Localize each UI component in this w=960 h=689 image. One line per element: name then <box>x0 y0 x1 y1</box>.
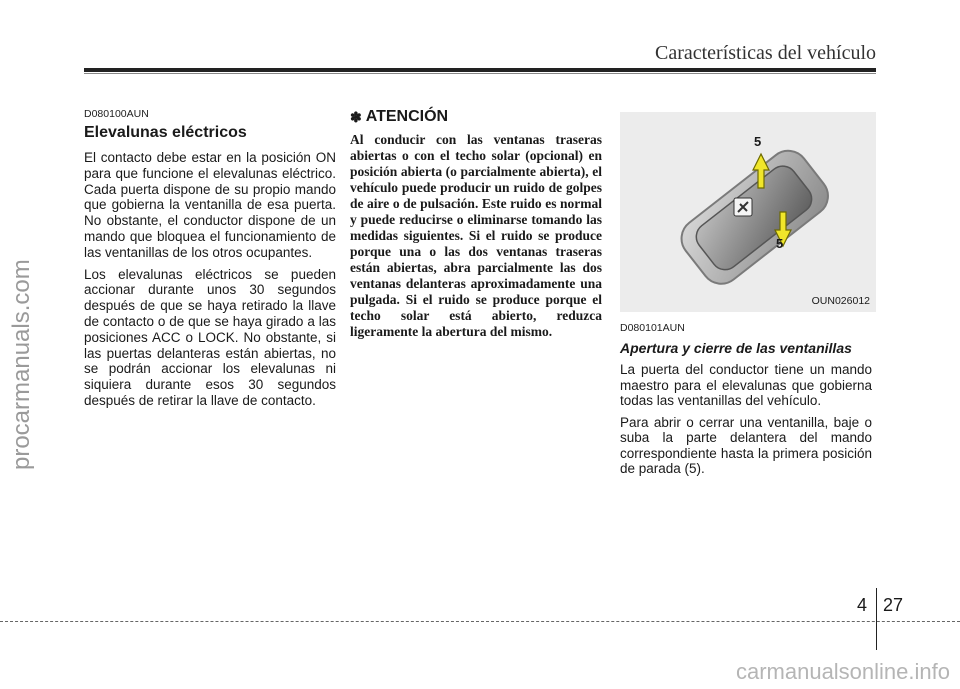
paragraph: La puerta del conductor tiene un mando maestro para el elevalunas que gobierna todas las ventanillas del vehículo. <box>620 362 872 408</box>
warning-title: ATENCIÓN <box>365 108 449 125</box>
side-watermark: procarmanuals.com <box>8 259 35 470</box>
figure-label-top: 5 <box>754 134 762 149</box>
header-rule-fine <box>84 73 876 74</box>
column-middle <box>350 108 602 340</box>
paragraph: Los elevalunas eléctricos se pueden accionar durante unos 30 segundos después de que se haya retirado la llave de contacto o de que se haya girado a las posiciones ACC o LOCK. No obstante, si las puertas delanteras están abiertas, no se podrán accionar los elevalunas ni siquiera durante esos 30 segundos después de retirar la llave de contacto. <box>84 266 336 408</box>
window-switch-figure <box>620 112 876 312</box>
window-switch-illustration <box>620 112 876 312</box>
section-heading: Elevalunas eléctricos <box>84 124 247 141</box>
section-code: D080101AUN <box>620 322 685 334</box>
figure-label-bottom: 5 <box>776 236 784 251</box>
warning-body: Al conducir con las ventanas traseras abiertas o con el techo solar (opcional) en posición abierta (o parcialmente abierta), el vehículo puede producir un ruido de golpes de aire o de pulsación. Este ruido es normal y puede reducirse o eliminarse tomando las medidas siguientes. Si el ruido se produce porque una o las dos ventanas traseras están abiertas, abra parcialmente las dos ventanas delanteras aproximadamente una pulgada. Si el ruido se produce porque el techo solar está abierto, reduzca ligeramente la abertura del mismo. <box>350 132 602 339</box>
chapter-number: 4 <box>857 595 868 615</box>
paragraph: El contacto debe estar en la posición ON para que funcione el elevalunas eléctrico. Cada puerta dispone de su propio mando que gobierna la ventanilla de esa puerta. No obstante, el conductor dispone de un mando que bloquea el funcionamiento de las ventanillas de los otros ocupantes. <box>84 150 336 260</box>
figure-code: OUN026012 <box>811 295 870 307</box>
column-left <box>84 108 336 415</box>
section-code: D080100AUN <box>84 108 149 120</box>
header-rule <box>84 68 876 72</box>
column-right <box>620 108 872 483</box>
page-number-separator <box>876 588 877 650</box>
warning-heading <box>350 108 602 126</box>
footer-dashed-rule <box>0 621 960 622</box>
page-number: 27 <box>883 595 904 615</box>
page-header-title: Características del vehículo <box>654 42 876 64</box>
asterisk-icon: ✽ <box>350 108 362 125</box>
paragraph: Para abrir o cerrar una ventanilla, baje o suba la parte delantera del mando correspondiente hasta la primera posición de parada (5). <box>620 414 872 476</box>
subsection-heading: Apertura y cierre de las ventanillas <box>620 340 852 356</box>
bottom-watermark: carmanualsonline.info <box>735 659 950 684</box>
